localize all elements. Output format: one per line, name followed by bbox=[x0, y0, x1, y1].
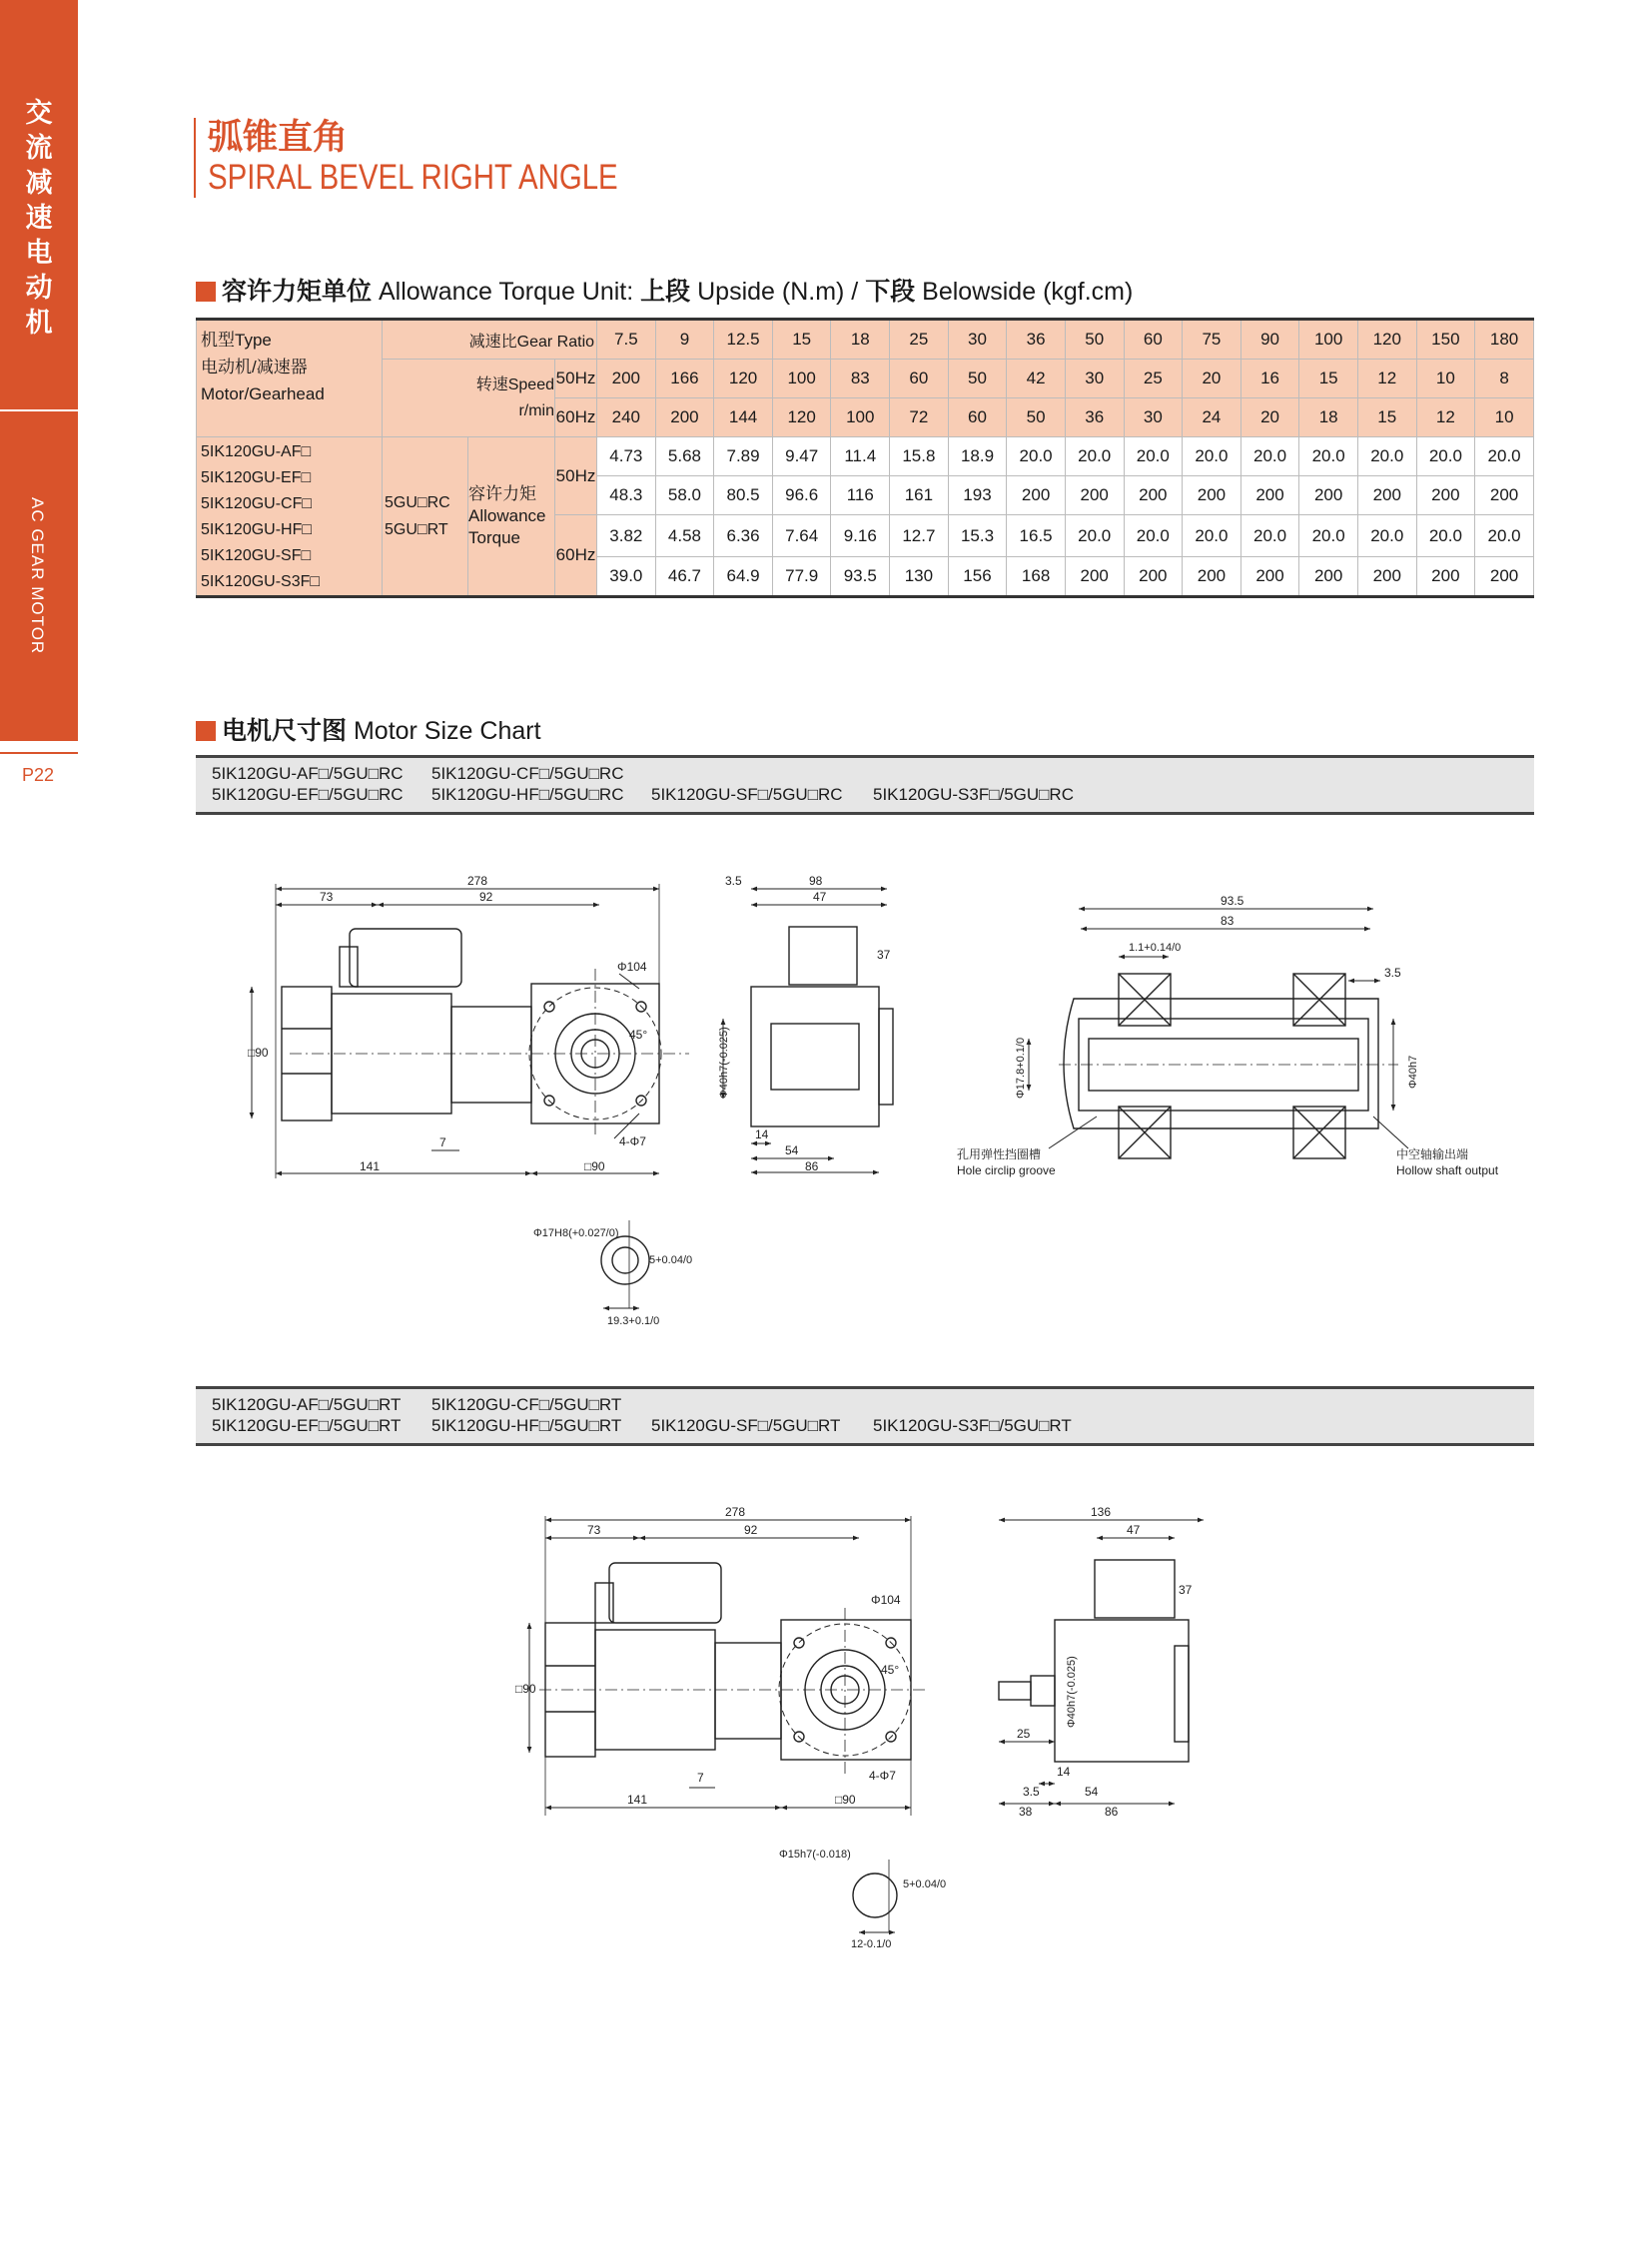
table-cell: 39.0 bbox=[597, 557, 656, 597]
hs-output-cn: 中空轴输出端 bbox=[1396, 1147, 1469, 1161]
table-cell: 200 bbox=[1124, 476, 1183, 515]
table-cell: 120 bbox=[1357, 320, 1416, 360]
rt-model: 5IK120GU-SF□/5GU□RT bbox=[651, 1416, 841, 1435]
torque-header: 容许力矩 Allowance Torque bbox=[468, 437, 555, 597]
rc-dim-sq90b: □90 bbox=[584, 1159, 605, 1173]
table-cell: 100 bbox=[772, 360, 831, 398]
table-cell: 30 bbox=[1065, 360, 1124, 398]
rt-dim-141: 141 bbox=[627, 1793, 648, 1807]
table-cell: 20.0 bbox=[1299, 437, 1358, 476]
table-cell: 7.89 bbox=[714, 437, 773, 476]
rt-shaft-detail bbox=[779, 1849, 946, 1950]
table-cell: 60 bbox=[948, 398, 1007, 437]
hs-phi178: Φ17.8+0.1/0 bbox=[1015, 1037, 1027, 1099]
table-cell: 25 bbox=[890, 320, 949, 360]
table-cell: 15.8 bbox=[890, 437, 949, 476]
rt-side-phi40: Φ40h7(-0.025) bbox=[1066, 1656, 1078, 1728]
table-cell: 240 bbox=[597, 398, 656, 437]
table-cell: 200 bbox=[597, 360, 656, 398]
table-cell: 20.0 bbox=[1183, 515, 1241, 557]
table-cell: 200 bbox=[1475, 476, 1534, 515]
hs-935: 93.5 bbox=[1221, 894, 1244, 908]
rt-key-depth: 12-0.1/0 bbox=[851, 1938, 892, 1950]
table-cell: 20.0 bbox=[1183, 437, 1241, 476]
table-cell: 200 bbox=[1357, 476, 1416, 515]
table-cell: 42 bbox=[1007, 360, 1066, 398]
table-cell: 20.0 bbox=[1416, 437, 1475, 476]
rt-side-view bbox=[999, 1505, 1204, 1819]
table-cell: 8 bbox=[1475, 360, 1534, 398]
table-cell: 20.0 bbox=[1416, 515, 1475, 557]
rt-key: 5+0.04/0 bbox=[903, 1878, 947, 1890]
table-cell: 36 bbox=[1007, 320, 1066, 360]
table-cell: 20.0 bbox=[1240, 515, 1299, 557]
table-cell: 200 bbox=[1065, 557, 1124, 597]
table-cell: 6.36 bbox=[714, 515, 773, 557]
table-cell: 116 bbox=[831, 476, 890, 515]
table-cell: 20.0 bbox=[1475, 515, 1534, 557]
rc-model: 5IK120GU-EF□/5GU□RC bbox=[212, 785, 404, 804]
rc-side-86: 86 bbox=[805, 1159, 819, 1173]
table-cell: 48.3 bbox=[597, 476, 656, 515]
table-cell: 64.9 bbox=[714, 557, 773, 597]
rt-side-37: 37 bbox=[1179, 1583, 1193, 1597]
table-cell: 5.68 bbox=[655, 437, 714, 476]
table-cell: 80.5 bbox=[714, 476, 773, 515]
table-cell: 180 bbox=[1475, 320, 1534, 360]
rt-front-view bbox=[515, 1505, 929, 1816]
hs-groove-en: Hole circlip groove bbox=[957, 1163, 1056, 1177]
rt-dim-phi104: Φ104 bbox=[871, 1593, 901, 1607]
rc-dim-73: 73 bbox=[320, 890, 334, 904]
hz60-label: 60Hz bbox=[555, 398, 597, 437]
table-cell: 200 bbox=[1183, 557, 1241, 597]
rt-side-35: 3.5 bbox=[1023, 1785, 1040, 1799]
table-cell: 46.7 bbox=[655, 557, 714, 597]
rt-model: 5IK120GU-S3F□/5GU□RT bbox=[873, 1416, 1072, 1435]
table-cell: 96.6 bbox=[772, 476, 831, 515]
table-cell: 120 bbox=[714, 360, 773, 398]
table-cell: 200 bbox=[1124, 557, 1183, 597]
rt-model: 5IK120GU-HF□/5GU□RT bbox=[431, 1416, 622, 1435]
rc-side-54: 54 bbox=[785, 1143, 799, 1157]
table-cell: 15 bbox=[1357, 398, 1416, 437]
hs-35: 3.5 bbox=[1384, 966, 1401, 980]
table-cell: 200 bbox=[1299, 557, 1358, 597]
rc-dim-sq90: □90 bbox=[248, 1046, 269, 1060]
table-cell: 200 bbox=[1416, 557, 1475, 597]
table-cell: 83 bbox=[831, 360, 890, 398]
table-cell: 20.0 bbox=[1475, 437, 1534, 476]
rt-dim-73: 73 bbox=[587, 1523, 601, 1537]
table-cell: 144 bbox=[714, 398, 773, 437]
category-en: AC GEAR MOTOR bbox=[28, 497, 47, 655]
table-cell: 18 bbox=[1299, 398, 1358, 437]
table-cell: 60 bbox=[890, 360, 949, 398]
rc-dim-phi104: Φ104 bbox=[617, 960, 647, 974]
hs-11: 1.1+0.14/0 bbox=[1129, 942, 1182, 954]
rc-angle: 45° bbox=[629, 1028, 648, 1042]
rc-key-depth: 19.3+0.1/0 bbox=[607, 1315, 660, 1327]
title-en: SPIRAL BEVEL RIGHT ANGLE bbox=[208, 158, 618, 197]
table-cell: 200 bbox=[1357, 557, 1416, 597]
table-cell: 200 bbox=[1065, 476, 1124, 515]
table-cell: 20.0 bbox=[1065, 437, 1124, 476]
table-cell: 7.5 bbox=[597, 320, 656, 360]
table-cell: 15.3 bbox=[948, 515, 1007, 557]
rc-dim-7: 7 bbox=[439, 1135, 446, 1149]
table-cell: 11.4 bbox=[831, 437, 890, 476]
rc-model: 5IK120GU-HF□/5GU□RC bbox=[431, 785, 624, 804]
table-cell: 36 bbox=[1065, 398, 1124, 437]
table-cell: 12 bbox=[1416, 398, 1475, 437]
table-cell: 200 bbox=[1240, 476, 1299, 515]
table-cell: 200 bbox=[655, 398, 714, 437]
rt-side-54: 54 bbox=[1085, 1785, 1099, 1799]
table-cell: 200 bbox=[1183, 476, 1241, 515]
rc-holes: 4-Φ7 bbox=[619, 1134, 646, 1148]
rc-model: 5IK120GU-S3F□/5GU□RC bbox=[873, 785, 1074, 804]
table-cell: 50 bbox=[948, 360, 1007, 398]
table-cell: 9 bbox=[655, 320, 714, 360]
motor-models: 5IK120GU-AF□ 5IK120GU-EF□ 5IK120GU-CF□ 5IK120GU-HF□ 5IK120GU-SF□ 5IK120GU-S3F□ bbox=[197, 437, 383, 597]
rc-dim-141: 141 bbox=[360, 1159, 381, 1173]
rt-dim-92: 92 bbox=[744, 1523, 758, 1537]
hs-groove-cn: 孔用弹性挡圈槽 bbox=[957, 1147, 1042, 1161]
table-cell: 20 bbox=[1183, 360, 1241, 398]
rt-model: 5IK120GU-AF□/5GU□RT bbox=[212, 1395, 402, 1414]
rt-model: 5IK120GU-CF□/5GU□RT bbox=[431, 1395, 622, 1414]
table-cell: 20.0 bbox=[1299, 515, 1358, 557]
rt-shaft: Φ15h7(-0.018) bbox=[779, 1849, 851, 1861]
rt-dim-sq90: □90 bbox=[515, 1682, 536, 1696]
table-cell: 4.58 bbox=[655, 515, 714, 557]
table-cell: 20.0 bbox=[1240, 437, 1299, 476]
table-cell: 4.73 bbox=[597, 437, 656, 476]
rc-side-phi40: Φ40h7(-0.025) bbox=[718, 1027, 730, 1099]
table-cell: 20.0 bbox=[1007, 437, 1066, 476]
rt-side-86: 86 bbox=[1105, 1805, 1119, 1819]
rt-side-38: 38 bbox=[1019, 1805, 1033, 1819]
category-cn: 交流减速电动机 bbox=[25, 98, 53, 339]
table-cell: 193 bbox=[948, 476, 1007, 515]
torque-heading-en1: Allowance Torque Unit: bbox=[372, 278, 641, 306]
table-cell: 156 bbox=[948, 557, 1007, 597]
hs-phi40: Φ40h7 bbox=[1407, 1055, 1419, 1089]
table-cell: 12 bbox=[1357, 360, 1416, 398]
torque-heading-en2: Upside (N.m) / bbox=[690, 278, 866, 306]
table-cell: 93.5 bbox=[831, 557, 890, 597]
rc-dim-92: 92 bbox=[479, 890, 493, 904]
table-cell: 20.0 bbox=[1357, 515, 1416, 557]
rt-angle: 45° bbox=[881, 1663, 900, 1677]
table-cell: 30 bbox=[948, 320, 1007, 360]
table-cell: 3.82 bbox=[597, 515, 656, 557]
hs-output-en: Hollow shaft output bbox=[1396, 1163, 1499, 1177]
table-cell: 12.7 bbox=[890, 515, 949, 557]
table-cell: 58.0 bbox=[655, 476, 714, 515]
hollow-shaft-view bbox=[957, 894, 1499, 1177]
hs-83: 83 bbox=[1221, 914, 1235, 928]
table-cell: 130 bbox=[890, 557, 949, 597]
table-cell: 18 bbox=[831, 320, 890, 360]
rc-key: 5+0.04/0 bbox=[649, 1254, 693, 1266]
rt-side-47: 47 bbox=[1127, 1523, 1141, 1537]
rc-model: 5IK120GU-CF□/5GU□RC bbox=[431, 764, 624, 783]
rt-holes: 4-Φ7 bbox=[869, 1769, 896, 1783]
table-cell: 18.9 bbox=[948, 437, 1007, 476]
table-cell: 16.5 bbox=[1007, 515, 1066, 557]
rc-front-view bbox=[248, 874, 689, 1178]
table-cell: 60 bbox=[1124, 320, 1183, 360]
table-cell: 50 bbox=[1065, 320, 1124, 360]
table-cell: 166 bbox=[655, 360, 714, 398]
rt-side-136: 136 bbox=[1091, 1505, 1112, 1519]
rt-dim-278: 278 bbox=[725, 1505, 746, 1519]
rt-side-14: 14 bbox=[1057, 1765, 1071, 1779]
table-cell: 24 bbox=[1183, 398, 1241, 437]
speed-header: 转速Speed r/min bbox=[383, 360, 555, 437]
rc-bore: Φ17H8(+0.027/0) bbox=[533, 1227, 619, 1239]
table-cell: 90 bbox=[1240, 320, 1299, 360]
size-heading-cn: 电机尺寸图 bbox=[222, 716, 348, 745]
table-cell: 25 bbox=[1124, 360, 1183, 398]
rc-model: 5IK120GU-AF□/5GU□RC bbox=[212, 764, 404, 783]
torque-heading-en3: Belowside (kgf.cm) bbox=[915, 278, 1134, 306]
table-cell: 168 bbox=[1007, 557, 1066, 597]
rc-side-35: 3.5 bbox=[725, 874, 742, 888]
table-cell: 72 bbox=[890, 398, 949, 437]
table-cell: 100 bbox=[831, 398, 890, 437]
table-cell: 200 bbox=[1007, 476, 1066, 515]
table-cell: 7.64 bbox=[772, 515, 831, 557]
ratio-header: 减速比Gear Ratio bbox=[383, 320, 597, 360]
rc-side-37: 37 bbox=[877, 948, 891, 962]
rc-side-14: 14 bbox=[755, 1127, 769, 1141]
rc-side-98: 98 bbox=[809, 874, 823, 888]
table-cell: 15 bbox=[1299, 360, 1358, 398]
table-cell: 16 bbox=[1240, 360, 1299, 398]
table-cell: 50 bbox=[1007, 398, 1066, 437]
table-cell: 161 bbox=[890, 476, 949, 515]
table-cell: 10 bbox=[1416, 360, 1475, 398]
table-cell: 100 bbox=[1299, 320, 1358, 360]
table-cell: 12.5 bbox=[714, 320, 773, 360]
model-header: 机型Type 电动机/减速器 Motor/Gearhead bbox=[197, 320, 383, 437]
table-cell: 20.0 bbox=[1065, 515, 1124, 557]
table-cell: 15 bbox=[772, 320, 831, 360]
table-cell: 9.47 bbox=[772, 437, 831, 476]
table-cell: 120 bbox=[772, 398, 831, 437]
rc-side-view bbox=[718, 874, 893, 1173]
hz50-label: 50Hz bbox=[555, 360, 597, 398]
table-cell: 200 bbox=[1299, 476, 1358, 515]
rt-model: 5IK120GU-EF□/5GU□RT bbox=[212, 1416, 402, 1435]
torque-heading-cn: 容许力矩单位 bbox=[222, 277, 373, 306]
table-cell: 30 bbox=[1124, 398, 1183, 437]
table-cell: 200 bbox=[1475, 557, 1534, 597]
table-cell: 10 bbox=[1475, 398, 1534, 437]
table-cell: 20.0 bbox=[1124, 515, 1183, 557]
rt-dim-sq90b: □90 bbox=[835, 1793, 856, 1807]
table-cell: 150 bbox=[1416, 320, 1475, 360]
torque-hz50: 50Hz bbox=[555, 437, 597, 515]
table-cell: 200 bbox=[1416, 476, 1475, 515]
page-number: P22 bbox=[22, 765, 55, 785]
torque-hz60: 60Hz bbox=[555, 515, 597, 597]
rc-dim-278: 278 bbox=[467, 874, 488, 888]
rc-bore-detail bbox=[533, 1220, 692, 1327]
gearhead-models: 5GU□RC 5GU□RT bbox=[383, 437, 468, 597]
rc-model: 5IK120GU-SF□/5GU□RC bbox=[651, 785, 843, 804]
table-cell: 20 bbox=[1240, 398, 1299, 437]
table-cell: 75 bbox=[1183, 320, 1241, 360]
table-cell: 9.16 bbox=[831, 515, 890, 557]
table-cell: 20.0 bbox=[1124, 437, 1183, 476]
rt-side-25: 25 bbox=[1017, 1727, 1031, 1741]
table-cell: 200 bbox=[1240, 557, 1299, 597]
upper-cn: 上段 bbox=[640, 277, 691, 306]
table-cell: 20.0 bbox=[1357, 437, 1416, 476]
size-heading-en: Motor Size Chart bbox=[347, 717, 541, 745]
rc-side-47: 47 bbox=[813, 890, 827, 904]
lower-cn: 下段 bbox=[865, 277, 916, 306]
title-cn: 弧锥直角 bbox=[208, 118, 349, 158]
table-cell: 77.9 bbox=[772, 557, 831, 597]
rt-dim-7: 7 bbox=[697, 1771, 704, 1785]
